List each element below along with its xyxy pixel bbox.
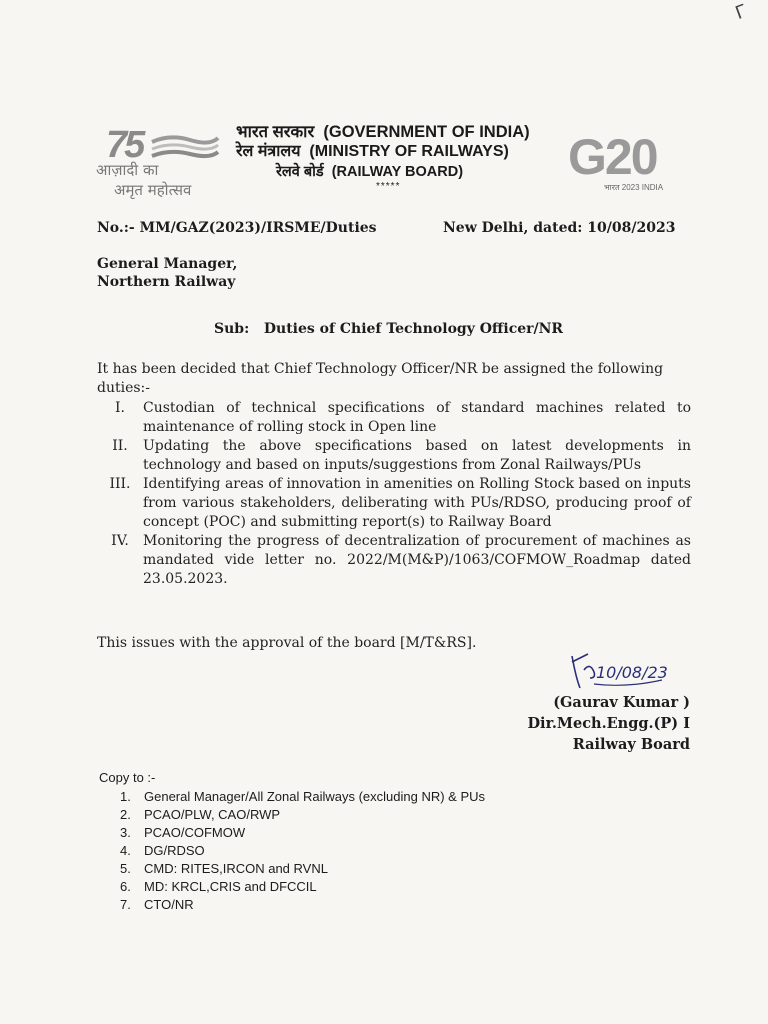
signature-date: 10/08/23 [596,663,668,682]
logo-line-1: आज़ादी का [96,161,159,179]
addressee-line-2: Northern Railway [97,274,236,290]
logo-line-2: अमृत महोत्सव [114,181,192,199]
copy-item-text: MD: KRCL,CRIS and DFCCIL [144,879,317,894]
g20-logo [568,124,708,196]
addressee-line-1: General Manager, [97,256,238,272]
duty-numeral: III. [109,476,131,492]
copy-item-number: 7. [120,897,131,912]
copy-item-text: General Manager/All Zonal Railways (excluding NR) & PUs [144,789,486,804]
copy-item-text: PCAO/PLW, CAO/RWP [144,807,281,822]
reference-number: No.:- MM/GAZ(2023)/IRSME/Duties [97,220,377,236]
board-english: (RAILWAY BOARD) [331,164,464,180]
list-item [112,842,485,860]
ministry-hindi: रेल मंत्रालय [236,143,301,160]
duty-numeral: II. [112,438,128,454]
subject-line: Sub: Duties of Chief Technology Officer/NR [214,321,564,337]
duty-text: Custodian of technical specifications of standard machines related to maintenance of rolling stock in Open line [143,400,691,435]
govt-hindi: भारत सरकार [236,123,315,141]
intro-paragraph: It has been decided that Chief Technology Officer/NR be assigned the following duties:- [97,361,664,396]
duty-text: Monitoring the progress of decentralization of procurement of machines as mandated vide letter no. 2022/M(M&P)/1063/COFMOW_Roadmap dated 23.05.2023. [143,533,691,587]
addressee [97,255,237,291]
signatory-name: (Gaurav Kumar ) [553,694,690,711]
duty-text: Updating the above specifications based on latest developments in technology and based on inputs/suggestions from Zonal Railways/PUs [143,438,691,473]
list-item [112,788,485,806]
copy-item-number: 5. [120,861,131,876]
list-item [112,860,485,878]
copy-item-number: 2. [120,807,131,822]
copy-item-text: PCAO/COFMOW [144,825,246,840]
duties-list [97,399,691,589]
duty-item [97,532,691,589]
duty-item [97,437,691,475]
ministry-english: (MINISTRY OF RAILWAYS) [309,143,509,160]
pen-mark-icon: ᒥ [732,0,750,25]
azadi-ka-amrit-mahotsav-logo [92,124,224,200]
duty-item [97,475,691,532]
govt-line [236,122,556,142]
govt-english: (GOVERNMENT OF INDIA) [323,123,530,141]
tricolour-flag-icon [150,134,220,164]
handwritten-signature [566,648,676,692]
g20-text: G20 [568,129,657,185]
list-item [112,878,485,896]
list-item [112,824,485,842]
signatory-block [527,692,690,755]
logo-75-number: 75 [106,124,143,166]
duty-text: Identifying areas of innovation in amenities on Rolling Stock based on inputs from various stakeholders, deliberating with PUs/RDSO, producing proof of concept (POC) and submitting report(s) to Railway Board [143,476,691,530]
board-hindi: रेलवे बोर्ड [276,164,324,180]
copy-item-text: CTO/NR [144,897,194,912]
signatory-designation: Dir.Mech.Engg.(P) I [527,715,690,732]
copy-item-number: 6. [120,879,131,894]
list-item [112,896,485,914]
approval-note: This issues with the approval of the board [M/T&RS]. [97,635,477,651]
duty-numeral: IV. [111,533,129,549]
duty-numeral: I. [115,400,125,416]
copy-item-text: DG/RDSO [144,843,205,858]
signatory-office: Railway Board [572,736,690,753]
reference-date: New Delhi, dated: 10/08/2023 [443,220,676,236]
copy-item-number: 4. [120,843,131,858]
copy-to-list [112,788,485,914]
copy-item-number: 1. [120,789,131,804]
duty-item [97,399,691,437]
header-stars: ***** [376,181,401,192]
copy-item-text: CMD: RITES,IRCON and RVNL [144,861,328,876]
ministry-line [236,142,556,162]
copy-to-title: Copy to :- [99,770,156,785]
list-item [112,806,485,824]
letterhead [236,122,556,192]
g20-caption: भारत 2023 INDIA [604,183,664,192]
board-line [236,162,556,182]
copy-item-number: 3. [120,825,131,840]
